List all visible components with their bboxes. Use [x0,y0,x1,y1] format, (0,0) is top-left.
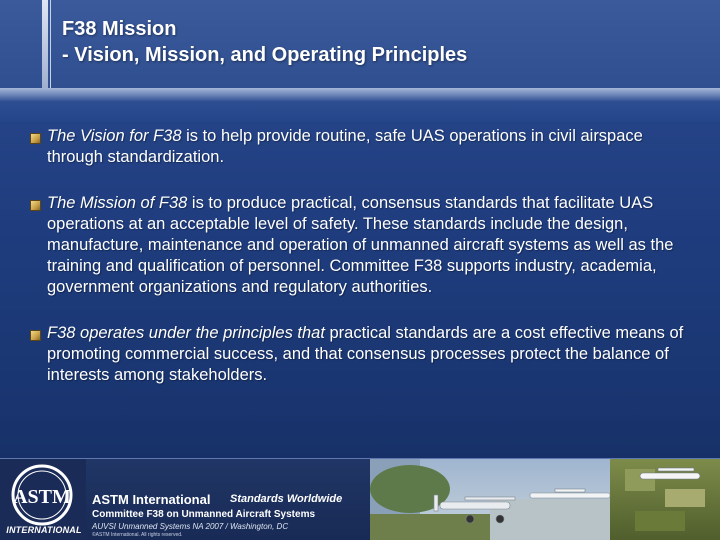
astm-logo-text: ASTM [13,486,71,508]
bullet-marker-icon [30,330,41,341]
title-accent-bar [42,0,48,88]
bullet-vision [30,126,700,168]
footer-org-name: ASTM International [92,492,211,507]
bullet-mission-text: is to produce practical, consensus standards that facilitate UAS operations at an acceptable level of safety. These standards include the design, manufacture, maintenance and operation of unmanned aircraft systems as well as the training and qualification of personnel. Committee F38 supports industry, academia, government organizations and regulatory authorities. [47,194,674,296]
bullet-mission-lead: The Mission of F38 [47,194,188,212]
bullet-vision-text: is to help provide routine, safe UAS operations in civil airspace through standardization. [47,127,643,166]
bullet-list [30,126,700,386]
bullet-principles-text: practical standards are a cost effective means of promoting commercial success, and that consensus processes protect the balance of interests among stakeholders. [47,324,684,384]
uas-photo-image [370,459,720,540]
bullet-marker-icon [30,133,41,144]
footer-tagline: Standards Worldwide [230,493,343,505]
slide-title-line1: F38 Mission [62,18,177,40]
footer-committee: Committee F38 on Unmanned Aircraft Systems [92,509,316,520]
astm-logo-label: INTERNATIONAL [6,525,82,535]
footer-banner [0,458,720,540]
astm-logo [0,459,86,540]
title-underline [0,88,720,102]
bullet-vision-lead: The Vision for F38 [47,127,182,145]
footer-copyright: ©ASTM International. All rights reserved. [92,532,183,538]
footer-event: AUVSI Unmanned Systems NA 2007 / Washington, DC [92,522,289,531]
bullet-principles-lead: F38 operates under the principles that [47,324,325,342]
bullet-principles [30,323,700,386]
title-sub-band [0,102,720,122]
title-accent-line [50,0,51,88]
slide-title [62,16,702,68]
bullet-marker-icon [30,200,41,211]
astm-logo-icon [10,463,74,527]
slide-title-line2: - Vision, Mission, and Operating Principles [62,44,468,66]
bullet-mission [30,193,700,298]
uas-photo-collage [370,459,720,540]
